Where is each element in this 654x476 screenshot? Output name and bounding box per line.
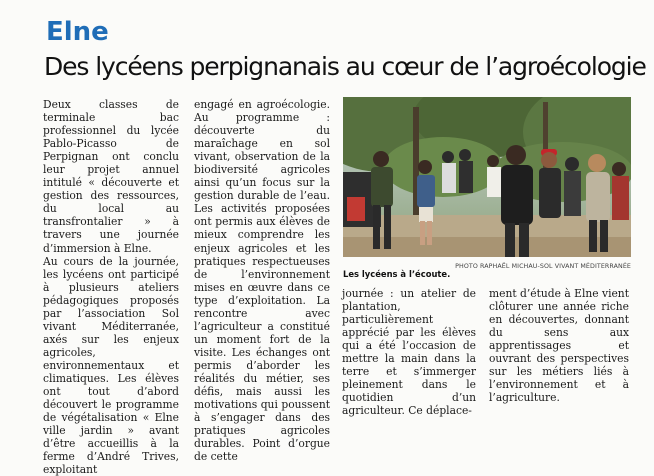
- article-column-1: [43, 98, 179, 476]
- article-column-4: [489, 287, 629, 404]
- paragraph-5: ment d’étude à Elne vient clôturer une année riche en découvertes, donnant du sens aux apprentissages et ouvrant des perspectives sur les métiers liés à l’environnement et à l’agriculture.: [489, 287, 629, 405]
- article-photo: [343, 97, 631, 257]
- photo-caption-row: [343, 262, 631, 281]
- article-headline: Des lycéens perpignanais au cœur de l’agroécologie: [44, 52, 646, 81]
- paragraph-4: journée : un atelier de plantation, particulièrement apprécié par les élèves qui a été l’occasion de mettre la main dans la terre et s’immerger pleinement dans le quotidien d’un agriculteur. Ce déplace-: [342, 287, 476, 418]
- article-column-3: [342, 287, 476, 417]
- students-group-photo: [343, 97, 631, 257]
- article-column-2: [194, 98, 330, 463]
- photo-caption: Les lycéens à l’écoute.: [343, 269, 451, 279]
- paragraph-1: Deux classes de terminale bac professionnel du lycée Pablo-Picasso de Perpignan ont conclu leur projet annuel intitulé « découverte et gestion des ressources, du local au transfrontalier » à travers une journée d’immersion à Elne.: [43, 98, 179, 255]
- photo-credit: PHOTO RAPHAËL MICHAU-SOL VIVANT MÉDITERRANÉE: [455, 263, 631, 270]
- article-kicker: Elne: [46, 17, 109, 47]
- paragraph-3: engagé en agroécologie. Au programme : découverte du maraîchage en sol vivant, observation de la biodiversité agricoles ainsi qu’un focus sur la gestion durable de l’eau. Les activités proposées ont permis aux élèves de mieux comprendre les enjeux agricoles et les pratiques respectueuses de l’environnement mises en œuvre dans ce type d’exploitation. La rencontre avec l’agriculteur a constitué un moment fort de la visite. Les échanges ont permis d’aborder les réalités du métier, ses défis, mais aussi les motivations qui poussent à s’engager dans des pratiques agricoles durables. Point d’orgue de cette: [194, 98, 330, 464]
- paragraph-2: Au cours de la journée, les lycéens ont participé à plusieurs ateliers pédagogiques proposés par l’association Sol vivant Méditerranée, axés sur les enjeux agricoles, environnementaux et climatiques. Les élèves ont tout d’abord découvert le programme de végétalisation « Elne ville jardin » avant d’être accueillis à la ferme d’André Trives, exploitant: [43, 254, 179, 476]
